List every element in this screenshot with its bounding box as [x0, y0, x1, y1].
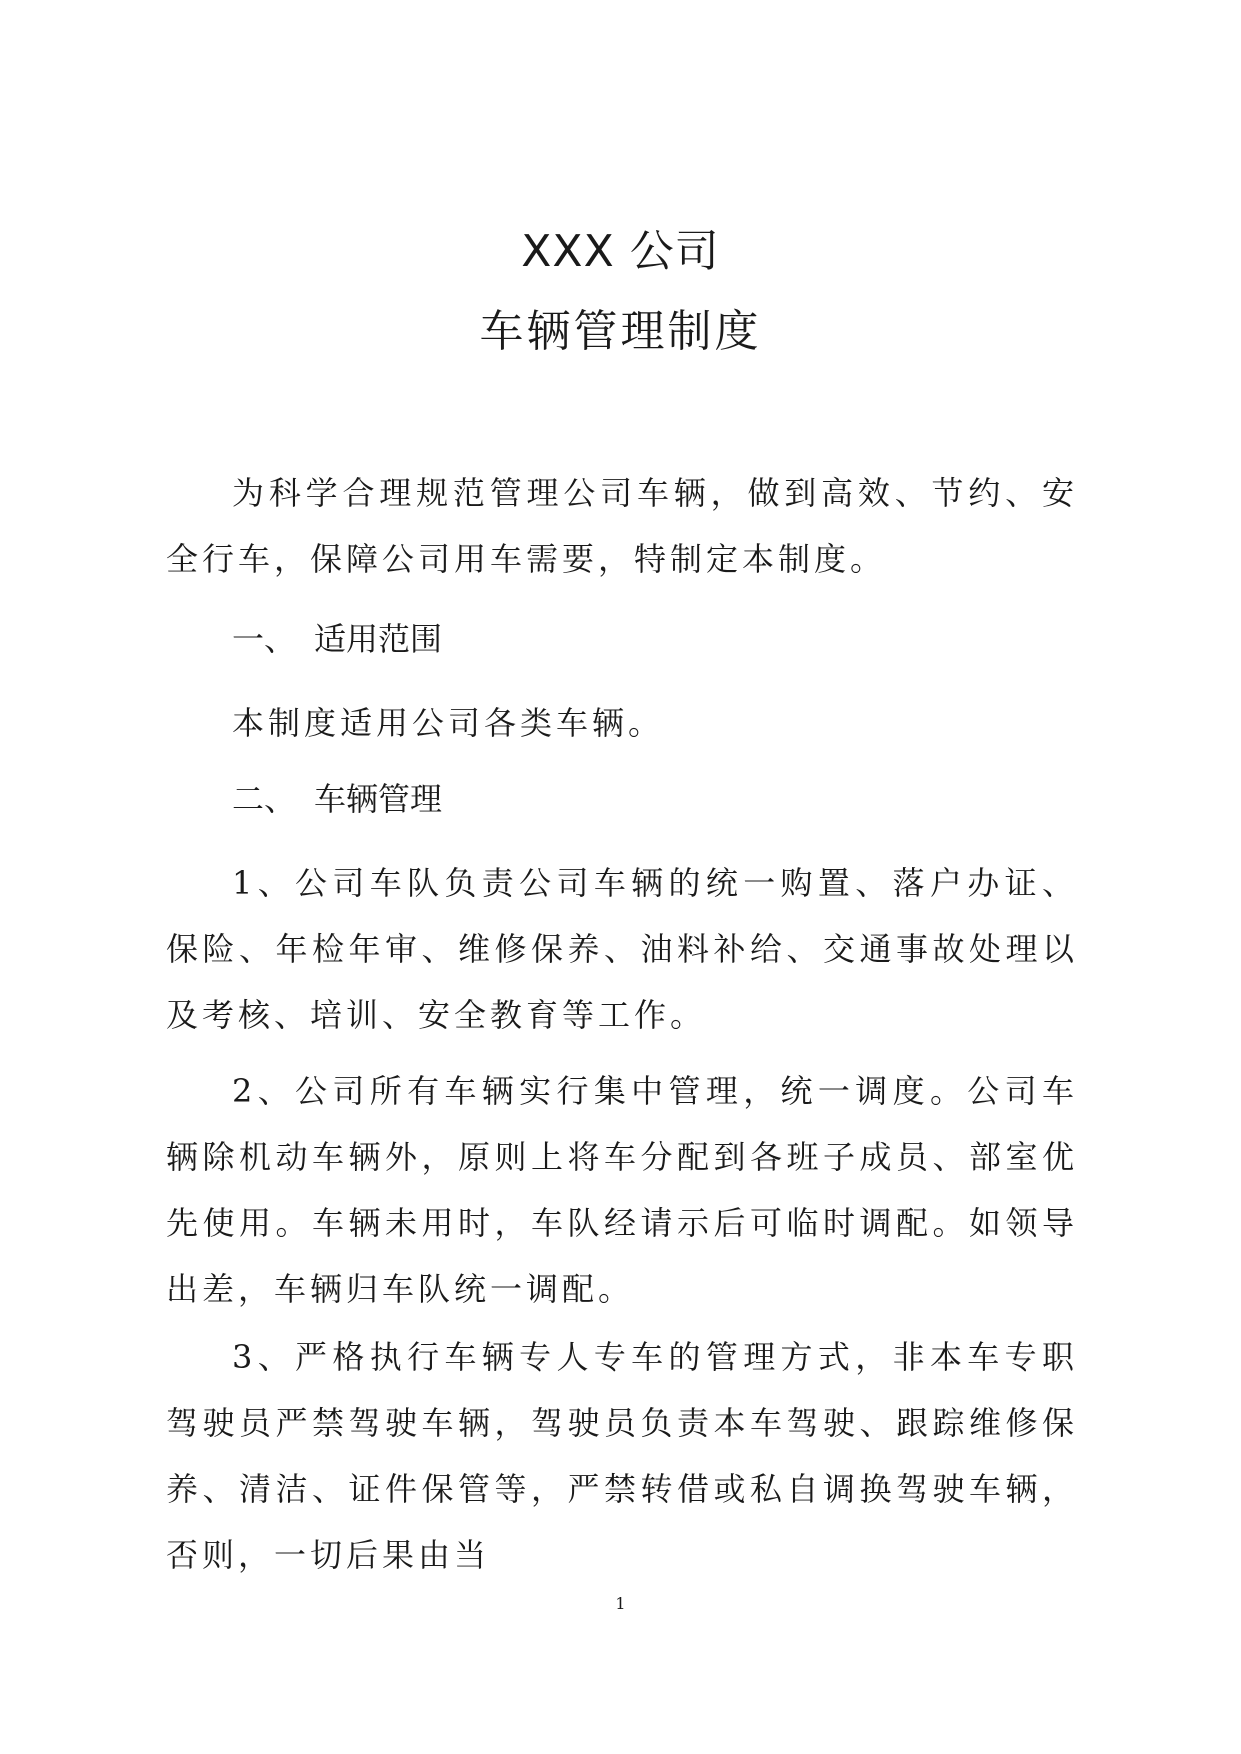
section-heading-text: 车辆管理 — [314, 780, 443, 818]
section-heading-vehicle-management — [232, 766, 442, 832]
intro-paragraph: 为科学合理规范管理公司车辆，做到高效、节约、安全行车，保障公司用车需要，特制定本制度。 — [166, 474, 1078, 578]
document-title-policy: 车辆管理制度 — [479, 306, 762, 357]
section-heading-scope — [232, 606, 442, 672]
rule-paragraph-2: 2、公司所有车辆实行集中管理，统一调度。公司车辆除机动车辆外，原则上将车分配到各班子成员、部室优先使用。车辆未用时，车队经请示后可临时调配。如领导出差，车辆归车队统一调配。 — [166, 1072, 1078, 1308]
document-title-company: XXX 公司 — [521, 226, 720, 277]
section-number: 一、 — [232, 620, 297, 658]
rule-paragraph-1: 1、公司车队负责公司车辆的统一购置、落户办证、保险、年检年审、维修保养、油料补给、交通事故处理以及考核、培训、安全教育等工作。 — [166, 864, 1078, 1034]
scope-paragraph: 本制度适用公司各类车辆。 — [232, 704, 665, 742]
page-number: 1 — [615, 1594, 626, 1613]
section-heading-text: 适用范围 — [314, 620, 443, 658]
rule-paragraph-3: 3、严格执行车辆专人专车的管理方式，非本车专职驾驶员严禁驾驶车辆，驾驶员负责本车驾驶、跟踪维修保养、清洁、证件保管等，严禁转借或私自调换驾驶车辆，否则，一切后果由当 — [166, 1338, 1078, 1574]
section-number: 二、 — [232, 780, 297, 818]
